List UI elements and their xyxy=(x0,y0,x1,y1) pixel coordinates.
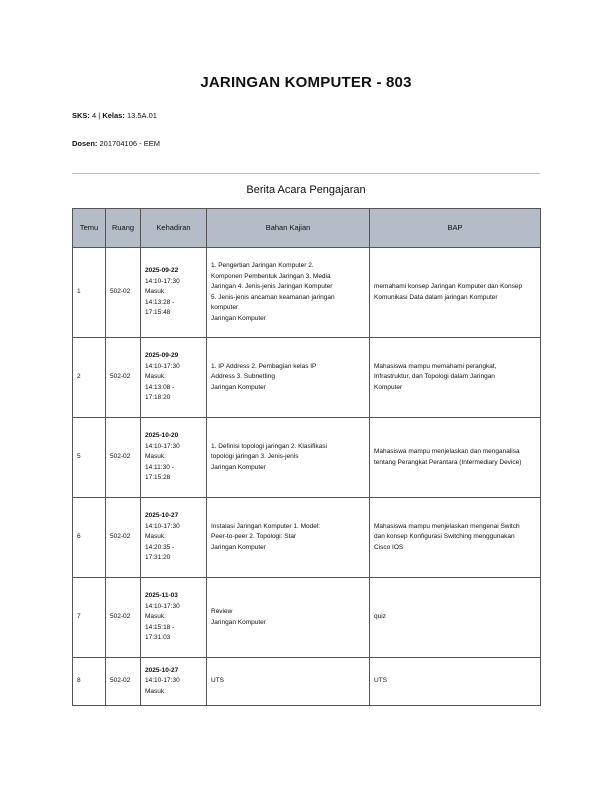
bap-line: tentang Perangkat Perantara (Intermediary Device) xyxy=(374,458,522,466)
bap-line: Komputer xyxy=(374,383,403,391)
bahan-line: Peer-to-peer 2. Topologi: Star xyxy=(211,533,297,541)
cell-bap xyxy=(370,578,541,658)
bap-line: Mahasiswa mampu menjelaskan mengenai Switch xyxy=(374,522,520,530)
bahan-line: Komponen Pembentuk Jaringan 3. Media xyxy=(211,272,331,280)
kehadiran-line: 14:10-17:30 xyxy=(145,442,180,450)
cell-temu: 8 xyxy=(73,658,106,706)
kehadiran-line: 14:13:28 - xyxy=(145,298,175,306)
table-header-row xyxy=(73,209,541,248)
bahan-line: Jaringan Komputer xyxy=(211,543,266,551)
kehadiran-line: 14:11:30 - xyxy=(145,463,174,471)
kehadiran-line: 14:15:18 - xyxy=(145,623,175,631)
cell-ruang: 502-02 xyxy=(106,578,141,658)
cell-bahan-kajian xyxy=(207,578,370,658)
bahan-line: Address 3. Subnetting xyxy=(211,373,275,381)
table-row xyxy=(73,248,541,338)
kehadiran-line: Masuk: xyxy=(145,533,166,541)
cell-bahan-kajian xyxy=(207,418,370,498)
kehadiran-line: 2025-11-03 xyxy=(145,592,178,600)
header-bap: BAP xyxy=(370,209,541,248)
page-title: JARINGAN KOMPUTER - 803 xyxy=(200,74,412,91)
bahan-line: 5. Jenis-jenis ancaman keamanan jaringan xyxy=(211,293,335,301)
cell-kehadiran xyxy=(141,578,207,658)
lecturer-info xyxy=(72,139,160,148)
kehadiran-line: 17:15:28 xyxy=(145,474,171,482)
cell-ruang: 502-02 xyxy=(106,658,141,706)
cell-bahan-kajian xyxy=(207,338,370,418)
kehadiran-line: 14:10-17:30 xyxy=(145,602,180,610)
bap-line: Komunikasi Data dalam jaringan Komputer xyxy=(374,293,498,301)
bahan-line: Jaringan Komputer xyxy=(211,463,266,471)
separator: | xyxy=(98,111,101,120)
bahan-line: Jaringan 4. Jenis-jenis Jaringan Komputer xyxy=(211,283,333,290)
kehadiran-line: 17:15:48 xyxy=(145,309,171,317)
kehadiran-line: Masuk: xyxy=(145,453,166,461)
kelas-value: 13.5A.01 xyxy=(126,111,157,120)
dosen-label: Dosen: xyxy=(72,139,98,148)
bap-line: Infrastruktur, dan Topologi dalam Jaringan xyxy=(374,373,495,381)
table-row xyxy=(73,498,541,578)
kehadiran-line: 14:10-17:30 xyxy=(145,277,180,285)
divider xyxy=(72,173,540,174)
table-row xyxy=(73,658,541,706)
cell-ruang: 502-02 xyxy=(106,248,141,338)
cell-temu: 7 xyxy=(73,578,106,658)
kehadiran-line: 14:10-17:30 xyxy=(145,522,180,530)
kehadiran-line: Masuk: xyxy=(145,288,166,296)
cell-bahan-kajian xyxy=(207,658,370,706)
kehadiran-line: 17:31:03 xyxy=(145,634,171,642)
bahan-line: Review xyxy=(211,608,233,615)
kehadiran-line: 17:18:20 xyxy=(145,394,171,402)
cell-kehadiran xyxy=(141,498,207,578)
bap-line: Cisco IOS xyxy=(374,543,404,551)
cell-temu: 5 xyxy=(73,418,106,498)
section-title: Berita Acara Pengajaran xyxy=(246,184,366,196)
cell-ruang: 502-02 xyxy=(106,338,141,418)
cell-ruang: 502-02 xyxy=(106,498,141,578)
cell-kehadiran xyxy=(141,418,207,498)
table-row xyxy=(73,338,541,418)
cell-ruang: 502-02 xyxy=(106,418,141,498)
kehadiran-line: 2025-09-29 xyxy=(145,352,179,360)
cell-temu: 6 xyxy=(73,498,106,578)
bap-line: quiz xyxy=(374,613,386,621)
bahan-line: 1. Pengertian Jaringan Komputer 2. xyxy=(211,262,314,269)
header-kehadiran: Kehadiran xyxy=(141,209,207,248)
cell-bap xyxy=(370,498,541,578)
kehadiran-line: 14:10-17:30 xyxy=(145,362,180,370)
bahan-line: Jaringan Komputer xyxy=(211,618,266,626)
cell-bap xyxy=(370,658,541,706)
cell-bahan-kajian xyxy=(207,248,370,338)
bahan-line: Jaringan Komputer xyxy=(211,383,266,391)
bahan-line: komputer xyxy=(211,304,239,311)
bahan-line: Instalasi Jaringan Komputer 1. Model: xyxy=(211,522,321,530)
cell-bap xyxy=(370,418,541,498)
kehadiran-line: Masuk: xyxy=(145,687,166,695)
bahan-line: Jaringan Komputer xyxy=(211,314,266,322)
cell-bahan-kajian xyxy=(207,498,370,578)
sks-label: SKS: xyxy=(72,111,90,120)
bahan-line: UTS xyxy=(211,677,224,685)
cell-bap xyxy=(370,338,541,418)
table-row xyxy=(73,418,541,498)
cell-kehadiran xyxy=(141,338,207,418)
bap-line: dan konsep Konfigurasi Switching menggunakan xyxy=(374,533,515,541)
kelas-label: Kelas: xyxy=(102,111,125,120)
dosen-value: 201704106 - EEM xyxy=(99,139,160,148)
bap-line: Mahasiswa mampu memahami perangkat, xyxy=(374,362,497,370)
header-bahan-kajian: Bahan Kajian xyxy=(207,209,370,248)
kehadiran-line: 14:10-17:30 xyxy=(145,677,180,685)
bahan-line: topologi jaringan 3. Jenis-jenis xyxy=(211,453,299,461)
course-info xyxy=(72,111,157,120)
kehadiran-line: 2025-10-27 xyxy=(145,666,179,674)
kehadiran-line: 2025-10-27 xyxy=(145,512,179,520)
bap-line: memahami konsep Jaringan Komputer dan Konsep xyxy=(374,283,523,290)
bahan-line: 1. IP Address 2. Pembagian kelas IP xyxy=(211,362,317,370)
kehadiran-line: 2025-09-22 xyxy=(145,267,179,275)
kehadiran-line: Masuk: xyxy=(145,613,166,621)
attendance-table xyxy=(72,208,541,706)
kehadiran-line: 17:31:20 xyxy=(145,554,171,562)
header-temu: Temu xyxy=(73,209,106,248)
cell-temu: 2 xyxy=(73,338,106,418)
cell-bap xyxy=(370,248,541,338)
bahan-line: 1. Definisi topologi jaringan 2. Klasifikasi xyxy=(211,442,327,450)
bap-line: Mahasiswa mampu menjelaskan dan menganalisa xyxy=(374,448,520,455)
kehadiran-line: Masuk: xyxy=(145,373,166,381)
cell-temu: 1 xyxy=(73,248,106,338)
kehadiran-line: 14:13:08 - xyxy=(145,383,175,391)
sks-value: 4 xyxy=(92,111,97,120)
header-ruang: Ruang xyxy=(106,209,141,248)
kehadiran-line: 14:20:35 - xyxy=(145,543,175,551)
table-row xyxy=(73,578,541,658)
kehadiran-line: 2025-10-20 xyxy=(145,432,179,440)
cell-kehadiran xyxy=(141,658,207,706)
cell-kehadiran xyxy=(141,248,207,338)
bap-line: UTS xyxy=(374,677,387,685)
